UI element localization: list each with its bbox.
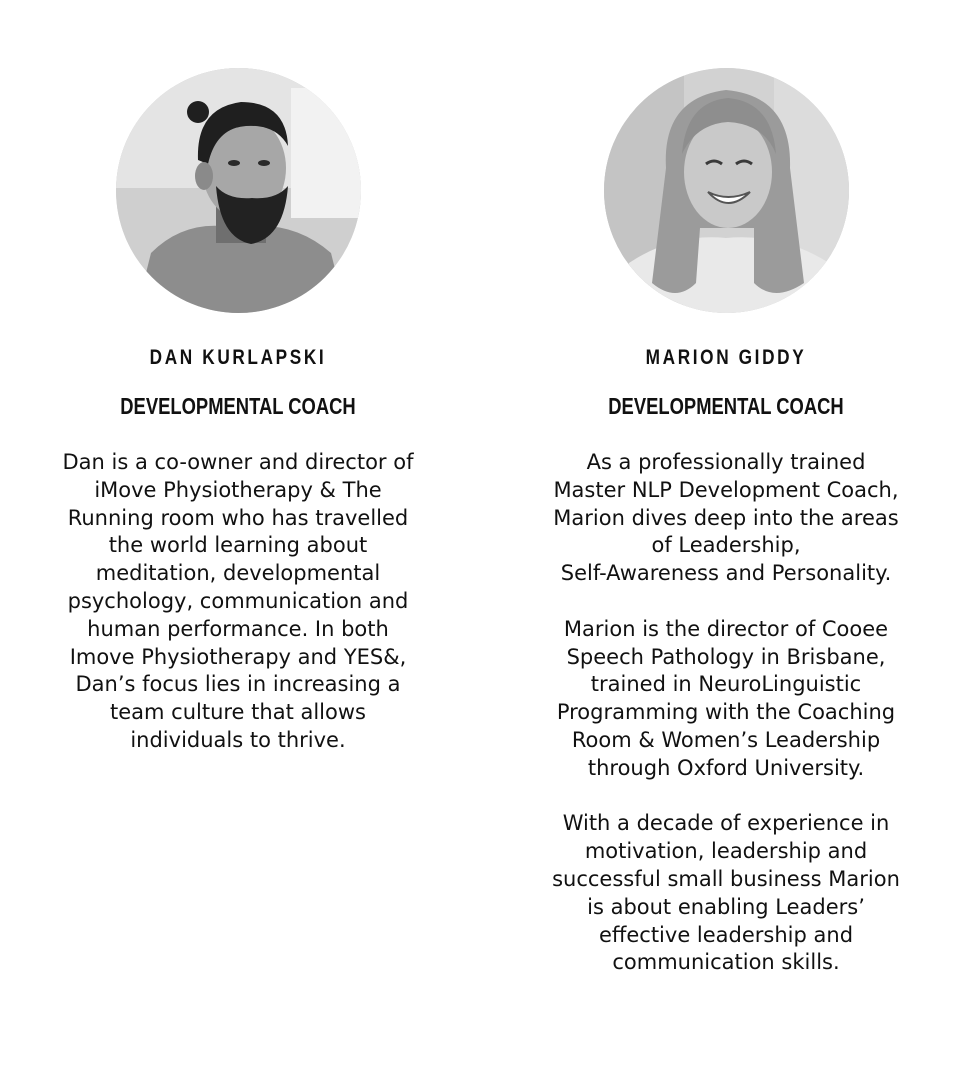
coach-name: MARION GIDDY [645, 346, 807, 369]
coach-role: DEVELOPMENTAL COACH [120, 393, 356, 419]
coach-role: DEVELOPMENTAL COACH [608, 393, 844, 419]
coach-name: DAN KURLAPSKI [149, 346, 327, 369]
bio-paragraph: As a professionally trained Master NLP Development Coach, Marion dives deep into the areas of Leadership, Self-Awareness and Personality. [553, 450, 899, 586]
bio-paragraph: With a decade of experience in motivation, leadership and successful small business Marion is about enabling Leaders’ effective leadership and communication skills. [552, 811, 900, 975]
avatar [604, 68, 849, 313]
dan-portrait-icon [116, 68, 361, 313]
coach-bio [516, 449, 936, 1005]
bio-paragraph: Dan is a co-owner and director of iMove Physiotherapy & The Running room who has travelled the world learning about meditation, developmental psychology, communication and human performance. In both Imove Physiotherapy and YES&, Dan’s focus lies in increasing a team culture that allows individuals to thrive. [62, 450, 414, 752]
avatar [116, 68, 361, 313]
coach-bio [28, 449, 448, 783]
bio-paragraph: Marion is the director of Cooee Speech Pathology in Brisbane, trained in NeuroLinguistic Programming with the Coaching Room & Women’s Leadership through Oxford University. [556, 616, 896, 780]
marion-portrait-icon [604, 68, 849, 313]
